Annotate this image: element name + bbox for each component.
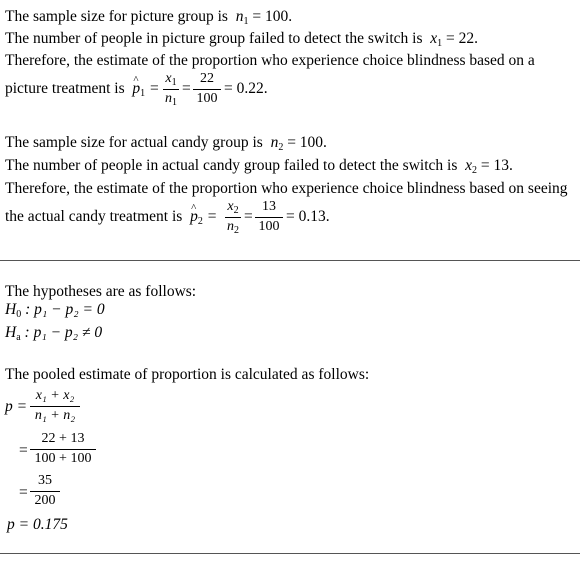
pooled-result: p = 0.175 xyxy=(7,516,68,533)
null-hypothesis: $H_0$ : p₁ − p₂ = 0 xyxy=(5,301,105,320)
p1-result: = 0.22. xyxy=(224,80,268,97)
alternative-hypothesis-expr: p₁ − p₂ ≠ 0 xyxy=(33,324,103,341)
null-hypothesis-expr: p₁ − p₂ = 0 xyxy=(34,301,105,318)
fraction-bar xyxy=(255,217,283,218)
p1-numerator: 22 xyxy=(200,71,214,86)
equals-sign: = xyxy=(19,484,28,501)
n2-symbol: $n_2$ xyxy=(266,134,284,153)
picture-failed-text: The number of people in picture group failed to detect the switch is xyxy=(5,30,423,47)
picture-sample-size-line xyxy=(5,8,292,31)
pooled-sum-numerator: 35 xyxy=(38,473,52,488)
fraction-bar xyxy=(193,89,221,90)
n1-symbol: $n_1$ xyxy=(231,8,249,27)
x2-value: = 13. xyxy=(480,157,513,174)
candy-sample-size-line xyxy=(5,134,327,157)
candy-treatment-line xyxy=(5,208,217,231)
candy-treatment-text: the actual candy treatment is xyxy=(5,208,183,225)
fraction-bar xyxy=(163,89,179,90)
picture-treatment-text: picture treatment is xyxy=(5,80,125,97)
pooled-values-fraction xyxy=(30,431,96,469)
pooled-sum-fraction xyxy=(30,473,60,511)
candy-estimate-text: Therefore, the estimate of the proportion who experience choice blindness based on seeing xyxy=(5,180,568,197)
pooled-values-denominator: 100 + 100 xyxy=(34,451,92,466)
fraction-bar xyxy=(30,406,80,407)
candy-estimate-line xyxy=(5,180,568,198)
picture-treatment-line xyxy=(5,80,160,103)
p2-fraction xyxy=(255,199,283,237)
pooled-values-numerator: 22 + 13 xyxy=(41,431,85,446)
x1-value: = 22. xyxy=(446,30,479,47)
pooled-formula-numerator: x₁ + x₂ xyxy=(35,388,75,403)
fraction-bar xyxy=(225,217,241,218)
n2-symbol-den: $n_2$ xyxy=(227,219,239,236)
p2-numerator: 13 xyxy=(262,199,276,214)
picture-sample-size-text: The sample size for picture group is xyxy=(5,8,228,25)
picture-estimate-text: Therefore, the estimate of the proportion who experience choice blindness based on a xyxy=(5,52,535,69)
pooled-sum-denominator: 200 xyxy=(34,493,56,508)
equals-sign: = xyxy=(19,442,28,459)
candy-sample-size-text: The sample size for actual candy group is xyxy=(5,134,263,151)
p1-denominator: 100 xyxy=(196,91,218,106)
n1-symbol-den: $n_1$ xyxy=(165,91,177,108)
pooled-formula-denominator: n₁ + n₂ xyxy=(34,408,76,423)
x1-symbol: $x_1$ xyxy=(426,30,443,49)
x2-symbol-num: $x_2$ xyxy=(227,199,239,216)
x1-symbol-num: $x_1$ xyxy=(165,71,177,88)
p1-fraction xyxy=(193,71,221,109)
section-divider xyxy=(0,260,580,261)
x2-symbol: $x_2$ xyxy=(461,157,478,176)
alternative-hypothesis: $H_a$ : p₁ − p₂ ≠ 0 xyxy=(5,324,103,343)
pooled-p-equals: p = xyxy=(5,398,28,415)
fraction-bar xyxy=(30,491,60,492)
n2-value: = 100. xyxy=(287,134,327,151)
hypotheses-intro: The hypotheses are as follows: xyxy=(5,283,197,300)
fraction-bar xyxy=(30,449,96,450)
n1-value: = 100. xyxy=(252,8,293,25)
candy-failed-line xyxy=(5,157,513,180)
section-divider xyxy=(0,553,580,554)
candy-failed-text: The number of people in actual candy group failed to detect the switch is xyxy=(5,157,458,174)
p1-hat-symbol: ^ $p_1$ = xyxy=(129,80,160,97)
p2-result: = 0.13. xyxy=(286,208,330,225)
picture-estimate-line xyxy=(5,52,535,70)
x2-over-n2-fraction xyxy=(225,199,241,237)
equals-sign: = xyxy=(244,208,253,225)
p2-hat-symbol: ^ $p_2$ = xyxy=(186,208,217,225)
x1-over-n1-fraction xyxy=(163,71,179,109)
equals-sign: = xyxy=(182,80,191,97)
pooled-intro: The pooled estimate of proportion is calculated as follows: xyxy=(5,366,370,383)
pooled-formula-fraction xyxy=(30,388,80,426)
p2-denominator: 100 xyxy=(258,219,280,234)
picture-failed-line xyxy=(5,30,478,53)
